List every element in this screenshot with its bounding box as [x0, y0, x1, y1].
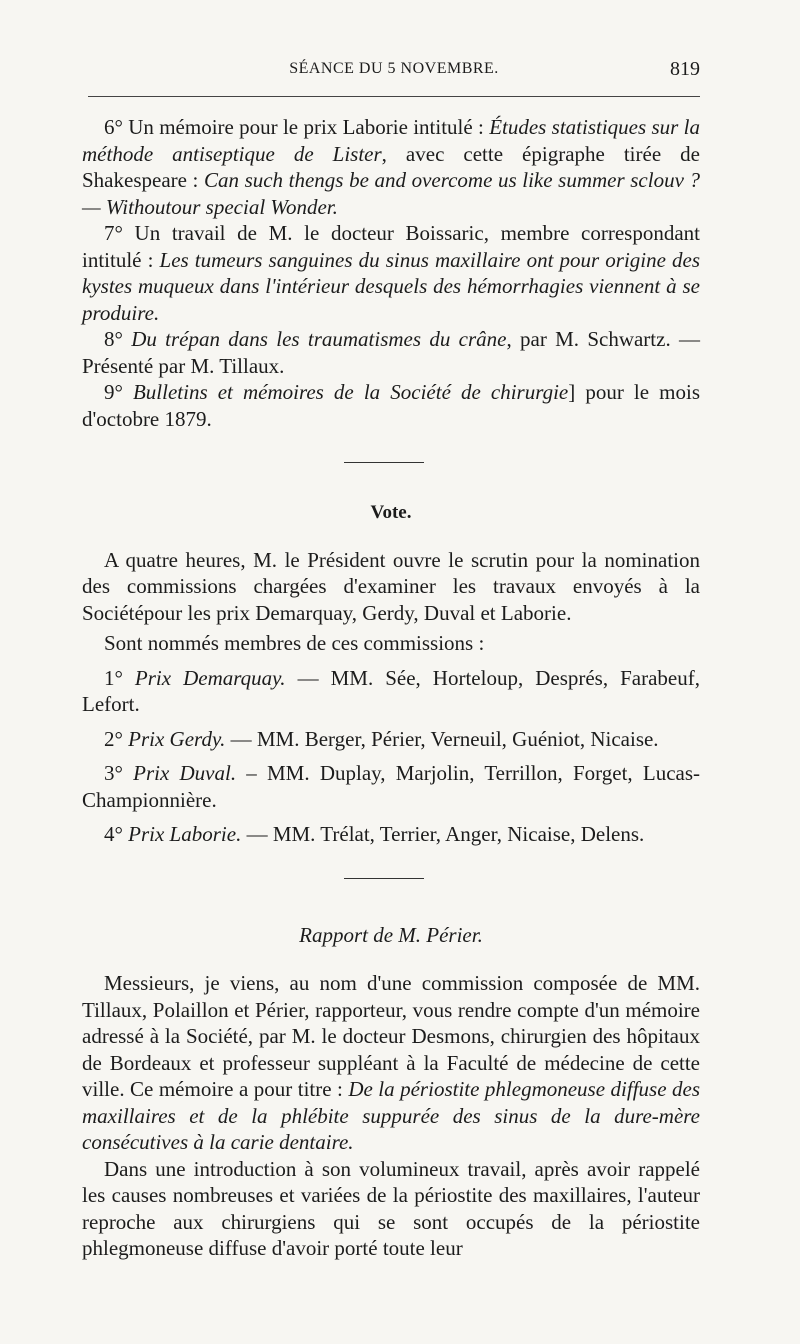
- paragraph: Messieurs, je viens, au nom d'une commission composée de MM. Tillaux, Polaillon et Périer, rapporteur, vous rendre compte d'un mémoire adressé à la Société, par M. le docteur Desmons, chirurgien des hôpitaux de Bordeaux et professeur suppléant à la Faculté de médecine de cette ville. Ce mémoire a pour titre : De la périostite phlegmoneuse diffuse des maxillaires et de la phlébite suppurée des sinus de la dure-mère consécutives à la carie dentaire.: [82, 971, 700, 1154]
- section-heading: Vote.: [370, 502, 412, 523]
- list-item: 9° Bulletins et mémoires de la Société de chirurgie] pour le mois d'octobre 1879.: [82, 380, 701, 431]
- section-separator: [82, 848, 700, 908]
- paragraph: A quatre heures, M. le Président ouvre le scrutin pour la nomination des commissions chargées d'examiner les travaux envoyés à la Sociétépour les prix Demarquay, Gerdy, Duval et Laborie.: [82, 547, 700, 625]
- section-title: Rapport de M. Périer.: [299, 922, 483, 947]
- list-item: 2° Prix Gerdy. — MM. Berger, Périer, Verneuil, Guéniot, Nicaise.: [104, 726, 659, 751]
- list-item: 6° Un mémoire pour le prix Laborie intitulé : Études statistiques sur la méthode antiseptique de Lister, avec cette épigraphe tirée de Shakespeare : Can such thengs be and overcome us like summer sclouv ? — Withoutour special Wonder.: [82, 115, 700, 219]
- page-body: [82, 114, 700, 1262]
- paragraph: Sont nommés membres de ces commissions :: [104, 631, 485, 655]
- page-number: 819: [670, 58, 700, 80]
- list-item: 4° Prix Laborie. — MM. Trélat, Terrier, Anger, Nicaise, Delens.: [104, 822, 645, 846]
- list-item: 1° Prix Demarquay. — MM. Sée, Horteloup, Després, Farabeuf, Lefort.: [82, 665, 700, 716]
- running-title: SÉANCE DU 5 NOVEMBRE.: [289, 60, 499, 77]
- section-separator: [82, 432, 700, 492]
- page-header: [88, 60, 700, 88]
- header-rule: [88, 96, 700, 97]
- paragraph: Dans une introduction à son volumineux travail, après avoir rappelé les causes nombreuses et variées de la périostite des maxillaires, l'auteur reproche aux chirurgiens qui se sont occupés de la périostite phlegmoneuse diffuse d'avoir porté toute leur: [82, 1156, 700, 1260]
- list-item: 8° Du trépan dans les traumatismes du crâne, par M. Schwartz. — Présenté par M. Tillaux.: [82, 327, 701, 378]
- list-item: 7° Un travail de M. le docteur Boissaric, membre correspondant intitulé : Les tumeurs sanguines du sinus maxillaire ont pour origine des kystes muqueux dans l'intérieur desquels des hémorrhagies viennent à se produire.: [82, 221, 701, 325]
- list-item: 3° Prix Duval. – MM. Duplay, Marjolin, Terrillon, Forget, Lucas-Championnière.: [82, 761, 701, 812]
